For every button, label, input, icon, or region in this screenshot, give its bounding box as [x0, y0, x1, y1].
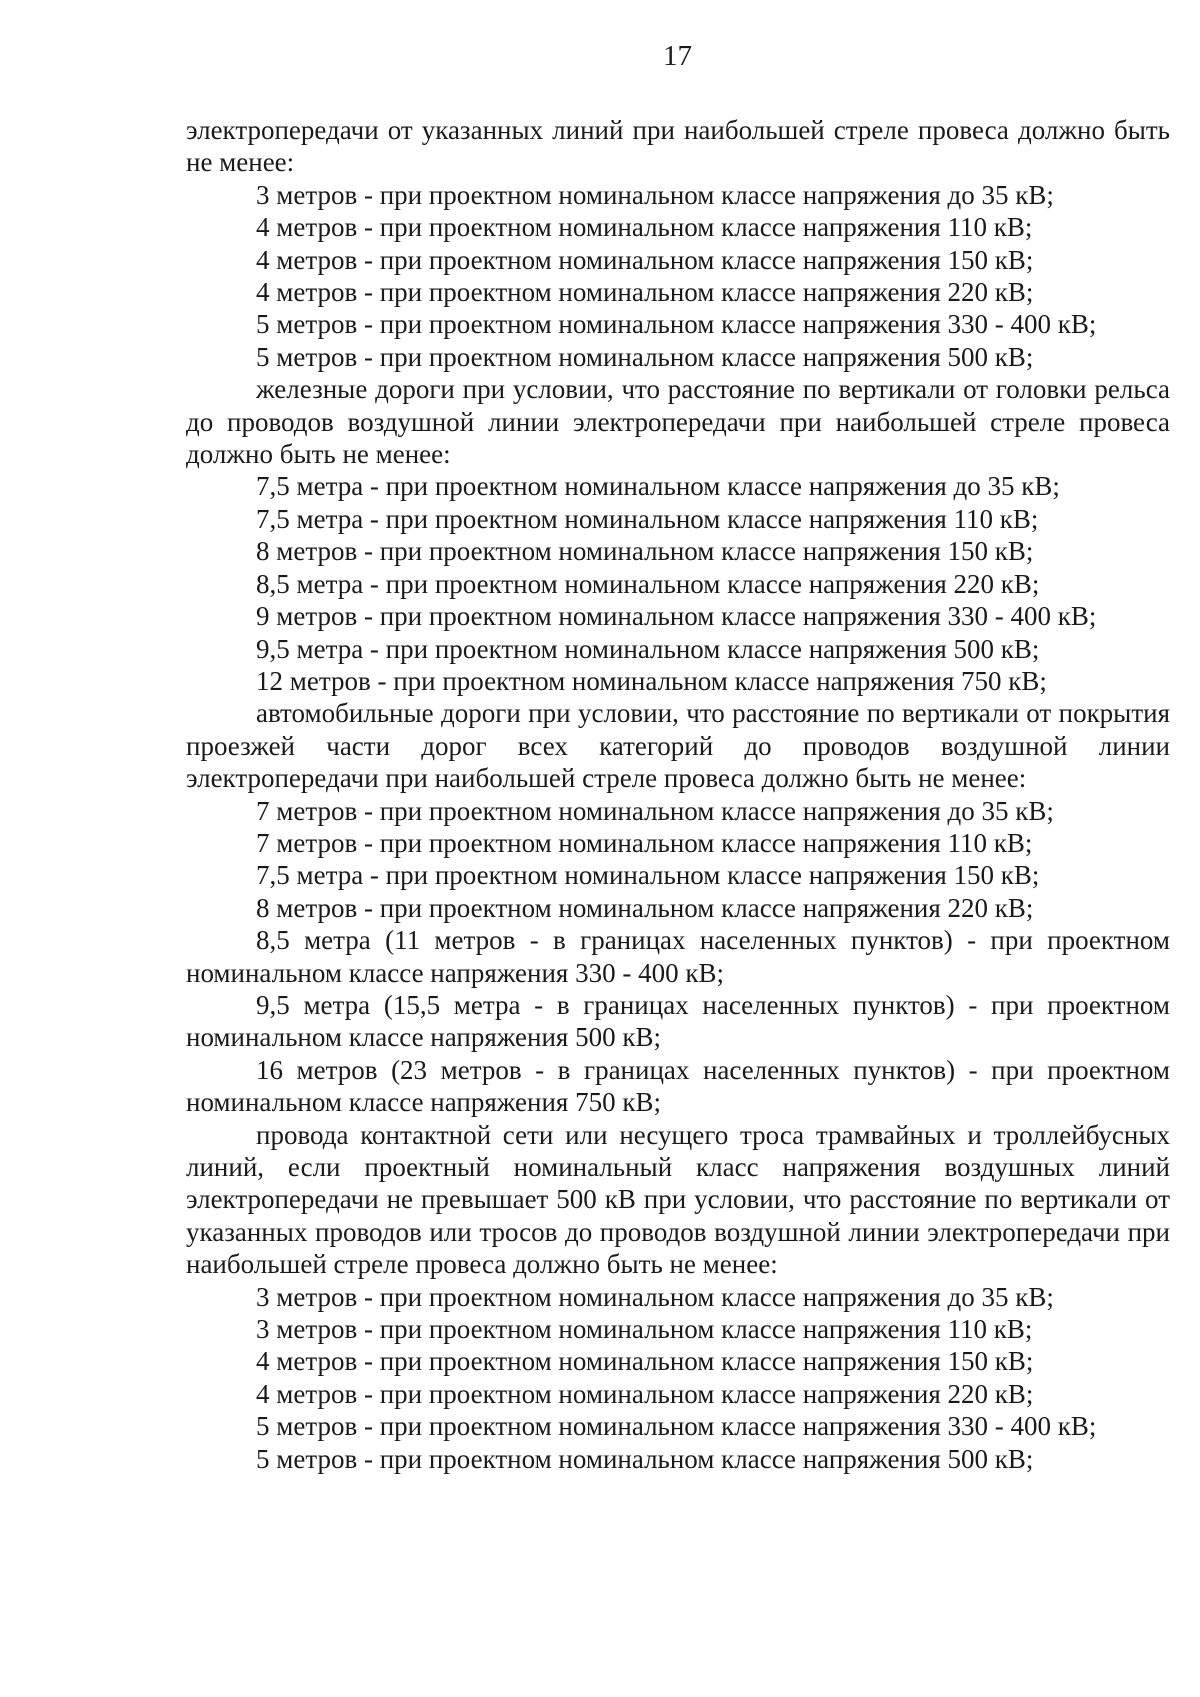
document-body [186, 114, 1170, 1475]
list-item: 4 метров - при проектном номинальном классе напряжения 110 кВ; [256, 212, 1033, 243]
list-item: 8 метров - при проектном номинальном классе напряжения 220 кВ; [256, 892, 1034, 923]
list-item: 3 метров - при проектном номинальном классе напряжения 110 кВ; [256, 1314, 1033, 1345]
paragraph: провода контактной сети или несущего троса трамвайных и троллейбусных линий, если проектный номинальный класс напряжения воздушных линий электропередачи не превышает 500 кВ при условии, что расстояние по вертикали от указанных проводов или тросов до проводов воздушной линии электропередачи при наибольшей стреле провеса должно быть не менее: [186, 1119, 1170, 1280]
list-item: 3 метров - при проектном номинальном классе напряжения до 35 кВ; [256, 179, 1054, 210]
list-item: 9 метров - при проектном номинальном классе напряжения 330 - 400 кВ; [256, 601, 1097, 632]
list-item: 5 метров - при проектном номинальном классе напряжения 330 - 400 кВ; [256, 1411, 1097, 1442]
paragraph: 9,5 метра (15,5 метра - в границах населенных пунктов) - при проектном номинальном классе напряжения 500 кВ; [186, 989, 1170, 1053]
list-item: 9,5 метра - при проектном номинальном классе напряжения 500 кВ; [256, 633, 1040, 664]
paragraph: железные дороги при условии, что расстояние по вертикали от головки рельса до проводов воздушной линии электропередачи при наибольшей стреле провеса должно быть не менее: [186, 374, 1170, 470]
list-item: 7,5 метра - при проектном номинальном классе напряжения до 35 кВ; [256, 471, 1060, 502]
list-item: 5 метров - при проектном номинальном классе напряжения 330 - 400 кВ; [256, 309, 1097, 340]
paragraph-continuation: электропередачи от указанных линий при наибольшей стреле провеса должно быть не менее: [186, 115, 1170, 178]
paragraph: 8,5 метра (11 метров - в границах населенных пунктов) - при проектном номинальном классе напряжения 330 - 400 кВ; [186, 925, 1170, 988]
paragraph: автомобильные дороги при условии, что расстояние по вертикали от покрытия проезжей части дорог всех категорий до проводов воздушной линии электропередачи при наибольшей стреле провеса должно быть не менее: [186, 698, 1170, 794]
list-item: 12 метров - при проектном номинальном классе напряжения 750 кВ; [256, 665, 1047, 696]
list-item: 5 метров - при проектном номинальном классе напряжения 500 кВ; [256, 341, 1034, 372]
list-item: 4 метров - при проектном номинальном классе напряжения 220 кВ; [256, 277, 1034, 308]
list-item: 4 метров - при проектном номинальном классе напряжения 150 кВ; [256, 1346, 1034, 1377]
list-item: 4 метров - при проектном номинальном классе напряжения 150 кВ; [256, 244, 1034, 275]
list-item: 4 метров - при проектном номинальном классе напряжения 220 кВ; [256, 1378, 1034, 1409]
list-item: 7 метров - при проектном номинальном классе напряжения до 35 кВ; [256, 795, 1054, 826]
list-item: 3 метров - при проектном номинальном классе напряжения до 35 кВ; [256, 1281, 1054, 1312]
list-item: 7 метров - при проектном номинальном классе напряжения 110 кВ; [256, 827, 1033, 858]
list-item: 8 метров - при проектном номинальном классе напряжения 150 кВ; [256, 536, 1034, 567]
list-item: 7,5 метра - при проектном номинальном классе напряжения 110 кВ; [256, 503, 1039, 534]
page-number: 17 [663, 40, 692, 72]
list-item: 7,5 метра - при проектном номинальном классе напряжения 150 кВ; [256, 860, 1040, 891]
list-item: 5 метров - при проектном номинальном классе напряжения 500 кВ; [256, 1443, 1034, 1474]
paragraph: 16 метров (23 метров - в границах населенных пунктов) - при проектном номинальном классе напряжения 750 кВ; [186, 1054, 1170, 1118]
list-item: 8,5 метра - при проектном номинальном классе напряжения 220 кВ; [256, 568, 1040, 599]
